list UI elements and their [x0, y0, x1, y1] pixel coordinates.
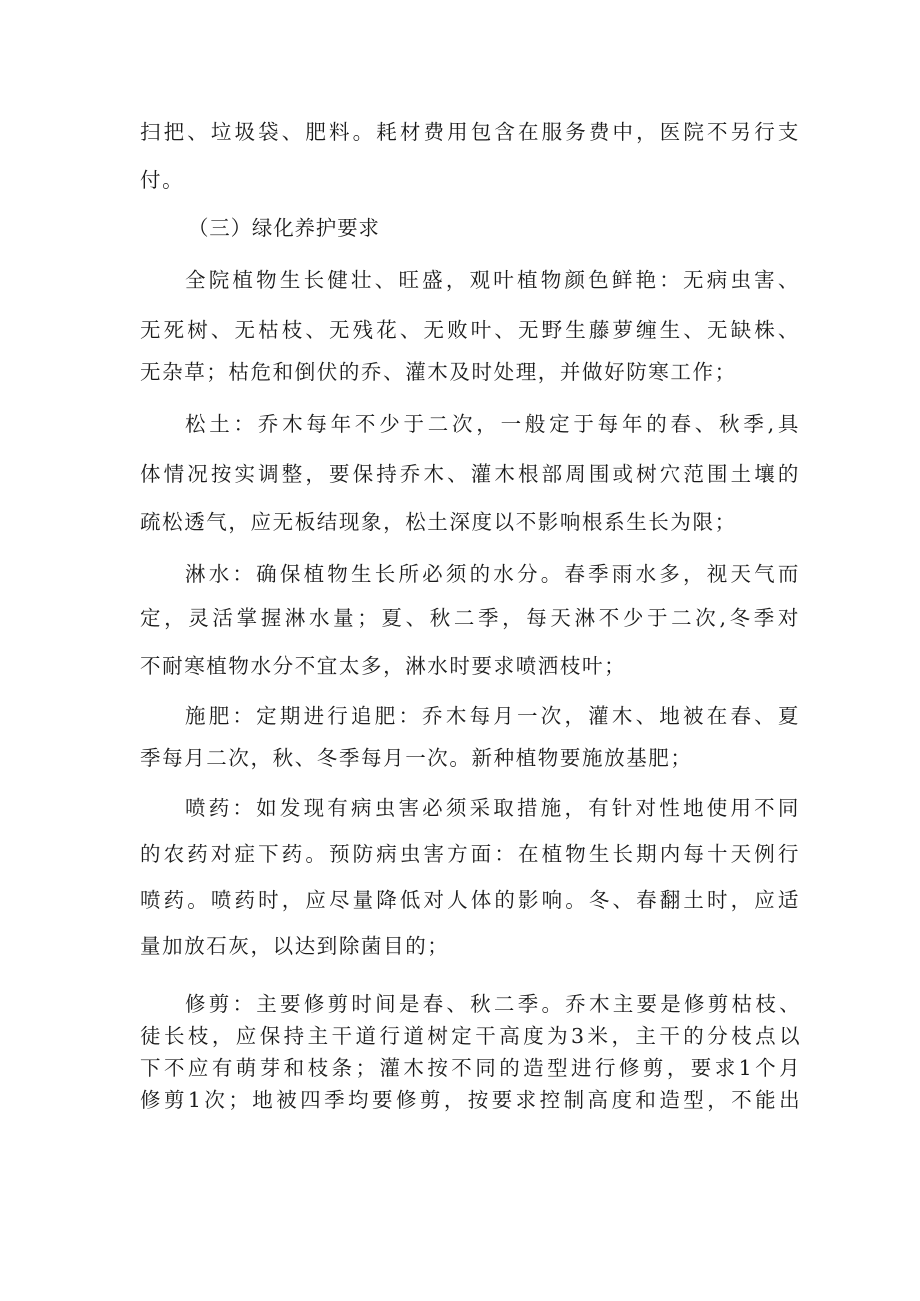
paragraph-line: 喷药：如发现有病虫害必须采取措施，有针对性地使用不同	[185, 796, 800, 820]
paragraph-line: 疏松透气，应无板结现象，松土深度以不影响根系生长为限；	[140, 510, 737, 534]
paragraph-line: 淋水：确保植物生长所必须的水分。春季雨水多，视天气而	[185, 562, 800, 586]
paragraph-line: 季每月二次，秋、冬季每月一次。新种植物要施放基肥；	[140, 746, 693, 770]
paragraph-line: 付。	[140, 168, 185, 192]
paragraph-line: 不耐寒植物水分不宜太多，淋水时要求喷洒枝叶；	[140, 654, 627, 678]
paragraph-line: 扫把、垃圾袋、肥料。耗材费用包含在服务费中，医院不另行支	[140, 120, 800, 144]
paragraph-line: 徒长枝，应保持主干道行道树定干高度为3米，主干的分枝点以	[140, 1024, 800, 1048]
paragraph-line: 无杂草；枯危和倒伏的乔、灌木及时处理，并做好防寒工作；	[140, 360, 737, 384]
paragraph-line: 松土：乔木每年不少于二次，一般定于每年的春、秋季,具	[185, 412, 800, 436]
paragraph-line: 的农药对症下药。预防病虫害方面：在植物生长期内每十天例行	[140, 842, 800, 866]
paragraph-line: 施肥：定期进行追肥：乔木每月一次，灌木、地被在春、夏	[185, 704, 800, 728]
paragraph-line: 修剪1次；地被四季均要修剪，按要求控制高度和造型，不能出	[140, 1088, 800, 1112]
paragraph-line: 全院植物生长健壮、旺盛，观叶植物颜色鲜艳：无病虫害、	[185, 268, 800, 292]
paragraph-line: 定，灵活掌握淋水量；夏、秋二季，每天淋不少于二次,冬季对	[140, 606, 800, 630]
paragraph-line: 无死树、无枯枝、无残花、无败叶、无野生藤萝缠生、无缺株、	[140, 318, 800, 342]
paragraph-line: 喷药。喷药时，应尽量降低对人体的影响。冬、春翻土时，应适	[140, 888, 800, 912]
paragraph-line: 修剪：主要修剪时间是春、秋二季。乔木主要是修剪枯枝、	[185, 992, 800, 1016]
section-heading: （三）绿化养护要求	[188, 216, 380, 240]
paragraph-line: 量加放石灰，以达到除菌目的；	[140, 934, 450, 958]
paragraph-line: 体情况按实调整，要保持乔木、灌木根部周围或树穴范围土壤的	[140, 462, 800, 486]
paragraph-line: 下不应有萌芽和枝条；灌木按不同的造型进行修剪，要求1个月	[140, 1056, 800, 1080]
